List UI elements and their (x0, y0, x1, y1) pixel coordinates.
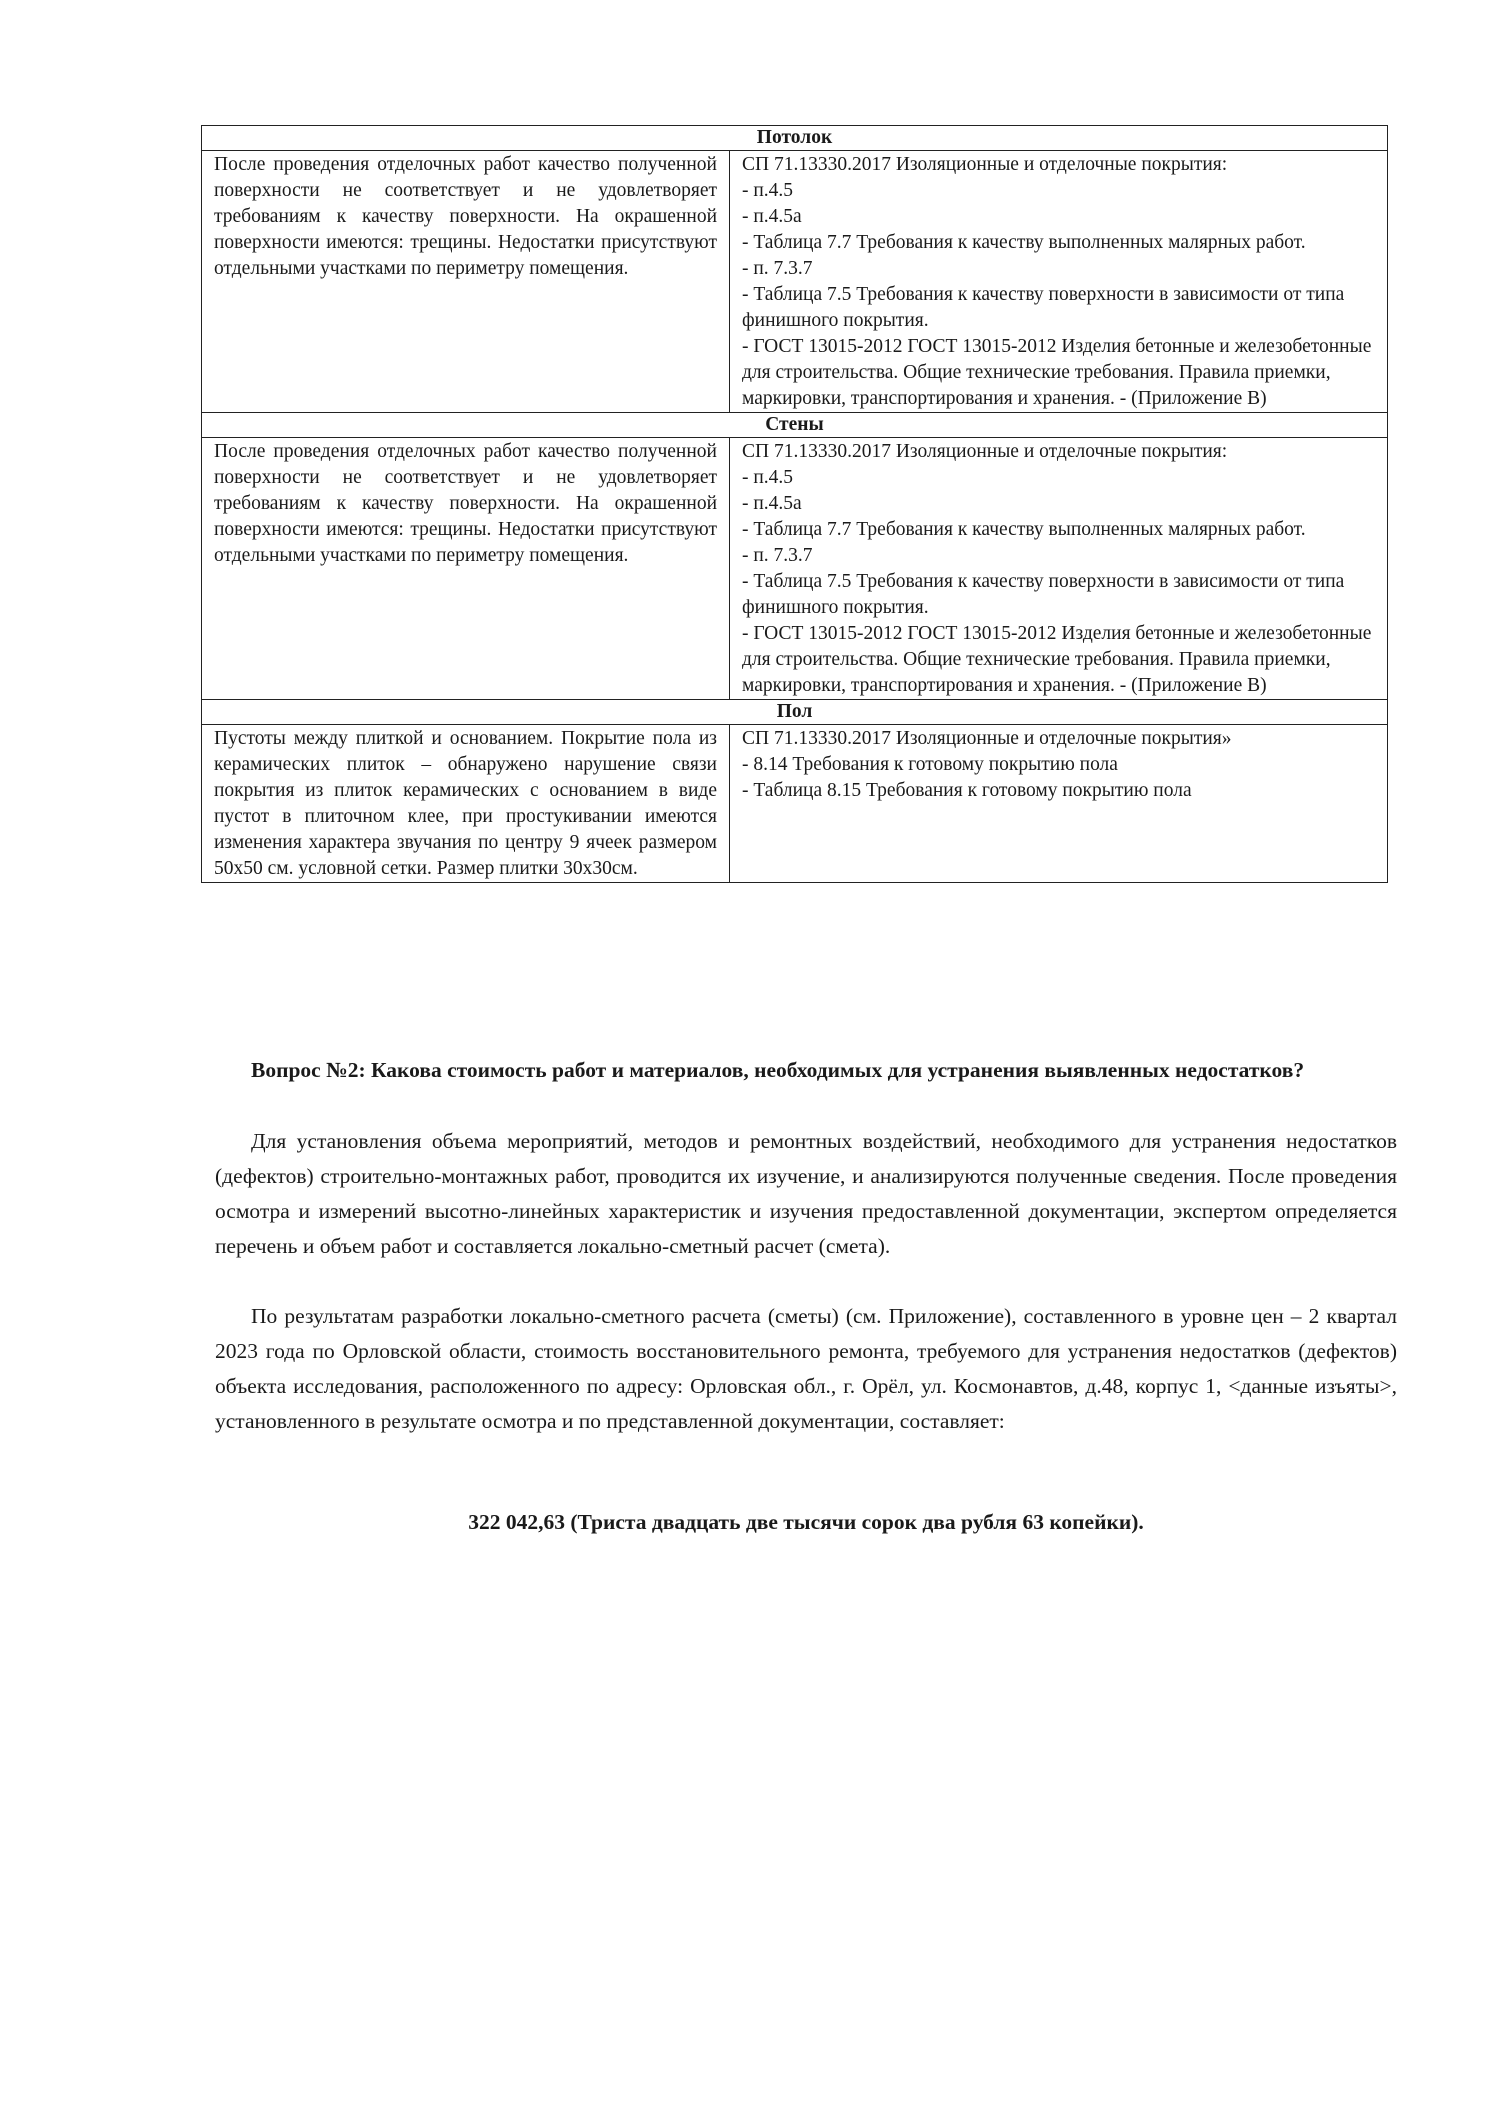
table-row-ceiling (202, 151, 1388, 413)
norm-line: - п.4.5а (742, 493, 802, 514)
total-cost: 322 042,63 (Триста двадцать две тысячи сорок два рубля 63 копейки). (468, 1510, 1144, 1534)
norms-cell-walls (730, 438, 1388, 700)
norm-line: - 8.14 Требования к готовому покрытию пола (742, 754, 1118, 775)
norm-line: - п. 7.3.7 (742, 258, 813, 279)
body-paragraph-1: Для установления объема мероприятий, методов и ремонтных воздействий, необходимого для устранения недостатков (дефектов) строительно-монтажных работ, проводится их изучение, и анализируются полученные сведения. После проведения осмотра и измерений высотно-линейных характеристик и изучения предоставленной документации, экспертом определяется перечень и объем работ и составляется локально-сметный расчет (смета). (215, 1129, 1397, 1258)
defect-description-floor: Пустоты между плиткой и основанием. Покрытие пола из керамических плиток – обнаружено нарушение связи покрытия из плиток керамических с основанием в виде пустот в плиточном клее, при простукивании имеются изменения характера звучания по центру 9 ячеек размером 50х50 см. условной сетки. Размер плитки 30х30см. (202, 725, 730, 883)
norms-cell-ceiling (730, 151, 1388, 413)
table-row-walls (202, 438, 1388, 700)
defect-description-ceiling: После проведения отделочных работ качество полученной поверхности не соответствует и не удовлетворяет требованиям к качеству поверхности. На окрашенной поверхности имеются: трещины. Недостатки присутствуют отдельными участками по периметру помещения. (202, 151, 730, 413)
norm-line: - п.4.5 (742, 467, 794, 488)
norm-line: СП 71.13330.2017 Изоляционные и отделочные покрытия» (742, 728, 1232, 749)
section-row-floor (202, 700, 1388, 725)
norm-line: - п. 7.3.7 (742, 545, 813, 566)
defect-description-walls: После проведения отделочных работ качество полученной поверхности не соответствует и не удовлетворяет требованиям к качеству поверхности. На окрашенной поверхности имеются: трещины. Недостатки присутствуют отдельными участками по периметру помещения. (202, 438, 730, 700)
section-header-ceiling: Потолок (202, 126, 1388, 151)
norm-line: - п.4.5 (742, 180, 794, 201)
norm-line: СП 71.13330.2017 Изоляционные и отделочные покрытия: (742, 441, 1228, 462)
section-row-ceiling (202, 126, 1388, 151)
norm-line: - Таблица 8.15 Требования к готовому покрытию пола (742, 780, 1192, 801)
section-header-floor: Пол (202, 700, 1388, 725)
body-paragraph-2: По результатам разработки локально-сметного расчета (сметы) (см. Приложение), составленного в уровне цен – 2 квартал 2023 года по Орловской области, стоимость восстановительного ремонта, требуемого для устранения недостатков (дефектов) объекта исследования, расположенного по адресу: Орловская обл., г. Орёл, ул. Космонавтов, д.48, корпус 1, <данные изъяты>, установленного в результате осмотра и по представленной документации, составляет: (215, 1304, 1397, 1433)
section-header-walls: Стены (202, 413, 1388, 438)
norm-line: - ГОСТ 13015-2012 ГОСТ 13015-2012 Изделия бетонные и железобетонные для строительства. Общие технические требования. Правила приемки, маркировки, транспортирования и хранения. - (Приложение В) (742, 623, 1372, 696)
norm-line: - Таблица 7.7 Требования к качеству выполненных малярных работ. (742, 232, 1306, 253)
norm-line: - ГОСТ 13015-2012 ГОСТ 13015-2012 Изделия бетонные и железобетонные для строительства. Общие технические требования. Правила приемки, маркировки, транспортирования и хранения. - (Приложение В) (742, 336, 1372, 409)
question-heading: Вопрос №2: Какова стоимость работ и материалов, необходимых для устранения выявленных недостатков? (251, 1058, 1305, 1082)
table-row-floor (202, 725, 1388, 883)
norm-line: - Таблица 7.5 Требования к качеству поверхности в зависимости от типа финишного покрытия. (742, 571, 1345, 618)
norm-line: - Таблица 7.7 Требования к качеству выполненных малярных работ. (742, 519, 1306, 540)
norm-line: - п.4.5а (742, 206, 802, 227)
defects-table (201, 125, 1388, 883)
norm-line: СП 71.13330.2017 Изоляционные и отделочные покрытия: (742, 154, 1228, 175)
norms-cell-floor (730, 725, 1388, 883)
section-row-walls (202, 413, 1388, 438)
norm-line: - Таблица 7.5 Требования к качеству поверхности в зависимости от типа финишного покрытия. (742, 284, 1345, 331)
